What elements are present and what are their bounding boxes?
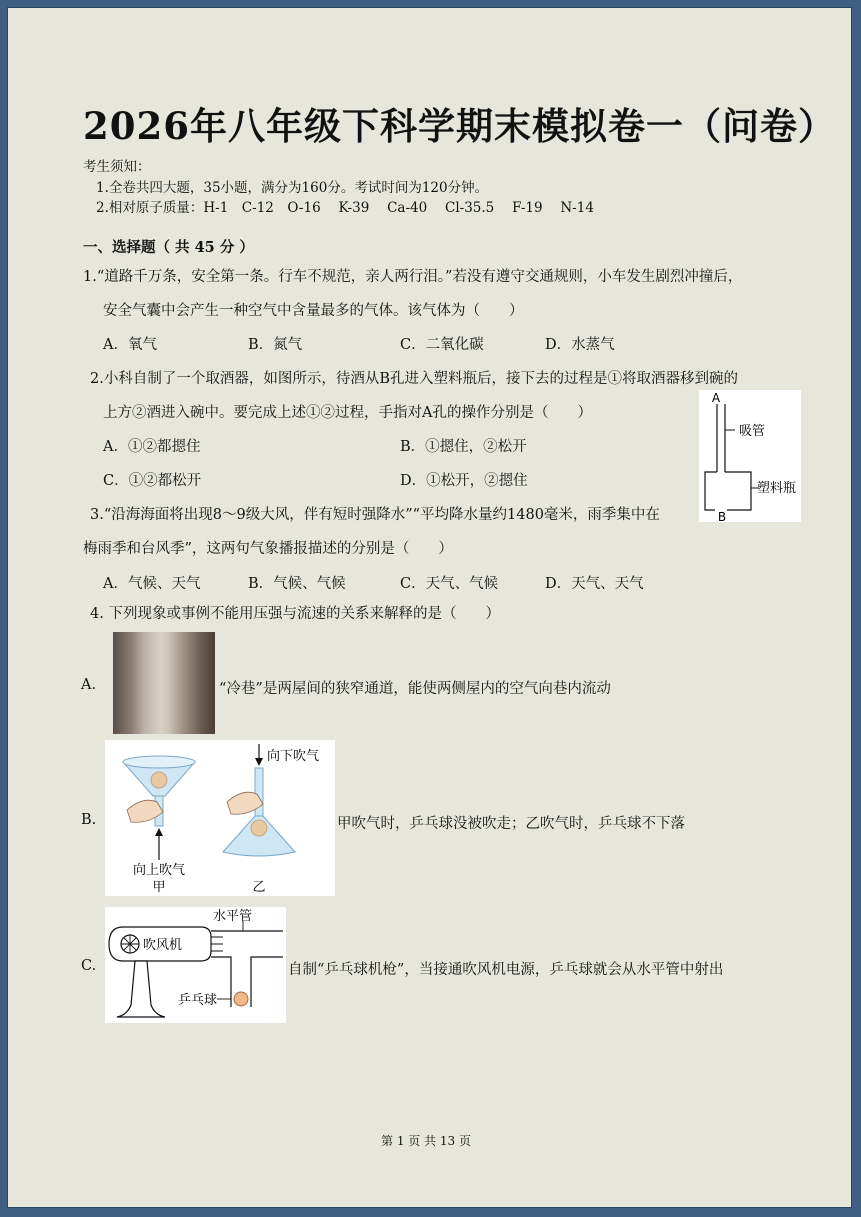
q1-option-a: A．氧气 <box>103 337 157 353</box>
q4-option-b-text: 甲吹气时，乒乓球没被吹走；乙吹气时，乒乓球不下落 <box>337 816 685 832</box>
q1-option-c: C．二氧化碳 <box>400 337 484 353</box>
q2-option-a: A．①②都摁住 <box>103 439 201 455</box>
yi-label: 乙 <box>252 880 266 895</box>
q3-stem-line-1: 3.“沿海海面将出现8～9级大风，伴有短时强降水”“平均降水量约1480毫米，雨季集中在 <box>90 507 660 523</box>
q2-option-d: D．①松开，②摁住 <box>400 473 528 489</box>
notice-line-2: 2.相对原子质量：H-1 C-12 O-16 K-39 Ca-40 Cl-35.5 F-19 N-14 <box>96 200 594 216</box>
q4-stem: 4. 下列现象或事例不能用压强与流速的关系来解释的是（ ） <box>90 606 500 622</box>
q1-option-b: B．氮气 <box>248 337 303 353</box>
q3-option-c: C．天气、气候 <box>400 576 499 592</box>
blow-up-label: 向上吹气 <box>132 863 186 878</box>
ball-label: 乒乓球 <box>178 993 218 1008</box>
q4-option-c-label: C. <box>81 958 97 974</box>
q2-stem-line-2: 上方②酒进入碗中。要完成上述①②过程，手指对A孔的操作分别是（ ） <box>103 405 592 421</box>
q3-option-d: D．天气、天气 <box>545 576 644 592</box>
label-bottle: 塑料瓶 <box>757 481 797 496</box>
section-heading: 一、选择题（ 共 45 分 ） <box>83 239 254 256</box>
pipe-label: 水平管 <box>213 909 253 924</box>
q1-stem-line-1: 1.“道路千万条，安全第一条。行车不规范，亲人两行泪。”若没有遵守交通规则，小车发生剧烈冲撞后， <box>83 269 743 285</box>
q4-option-a-label: A. <box>81 677 97 693</box>
label-b: B <box>717 510 727 522</box>
q2-option-b: B．①摁住，②松开 <box>400 439 527 455</box>
notice-line-1: 1.全卷共四大题，35小题，满分为160分。考试时间为120分钟。 <box>96 180 489 196</box>
q3-stem-line-2: 梅雨季和台风季”，这两句气象播报描述的分别是（ ） <box>83 541 453 557</box>
page-title: 2026年八年级下科学期末模拟卷一（问卷） <box>83 104 836 148</box>
notice-heading: 考生须知： <box>83 159 151 175</box>
label-tube: 吸管 <box>739 424 766 439</box>
jia-label: 甲 <box>152 880 166 895</box>
q1-option-d: D．水蒸气 <box>545 337 615 353</box>
funnel-figure <box>105 740 335 896</box>
q3-option-b: B．气候、气候 <box>248 576 346 592</box>
q2-stem-line-1: 2.小科自制了一个取酒器，如图所示，待酒从B孔进入塑料瓶后，接下去的过程是①将取酒器移到碗的 <box>90 371 738 387</box>
q4-option-b-label: B. <box>81 812 97 828</box>
label-a: A <box>711 391 721 405</box>
exam-page <box>7 7 852 1208</box>
blow-down-label: 向下吹气 <box>267 749 320 764</box>
ping-pong-gun-figure <box>105 907 286 1023</box>
q3-option-a: A．气候、天气 <box>103 576 201 592</box>
q2-option-c: C．①②都松开 <box>103 473 202 489</box>
alley-photo <box>113 632 215 734</box>
page-footer: 第 1 页 共 13 页 <box>381 1134 471 1148</box>
dryer-label: 吹风机 <box>143 938 183 953</box>
q1-stem-line-2: 安全气囊中会产生一种空气中含量最多的气体。该气体为（ ） <box>103 303 524 319</box>
q4-option-c-text: 自制“乒乓球机枪”，当接通吹风机电源，乒乓球就会从水平管中射出 <box>288 962 724 978</box>
wine-dispenser-figure <box>699 390 801 522</box>
q4-option-a-text: “冷巷”是两屋间的狭窄通道，能使两侧屋内的空气向巷内流动 <box>219 681 611 697</box>
